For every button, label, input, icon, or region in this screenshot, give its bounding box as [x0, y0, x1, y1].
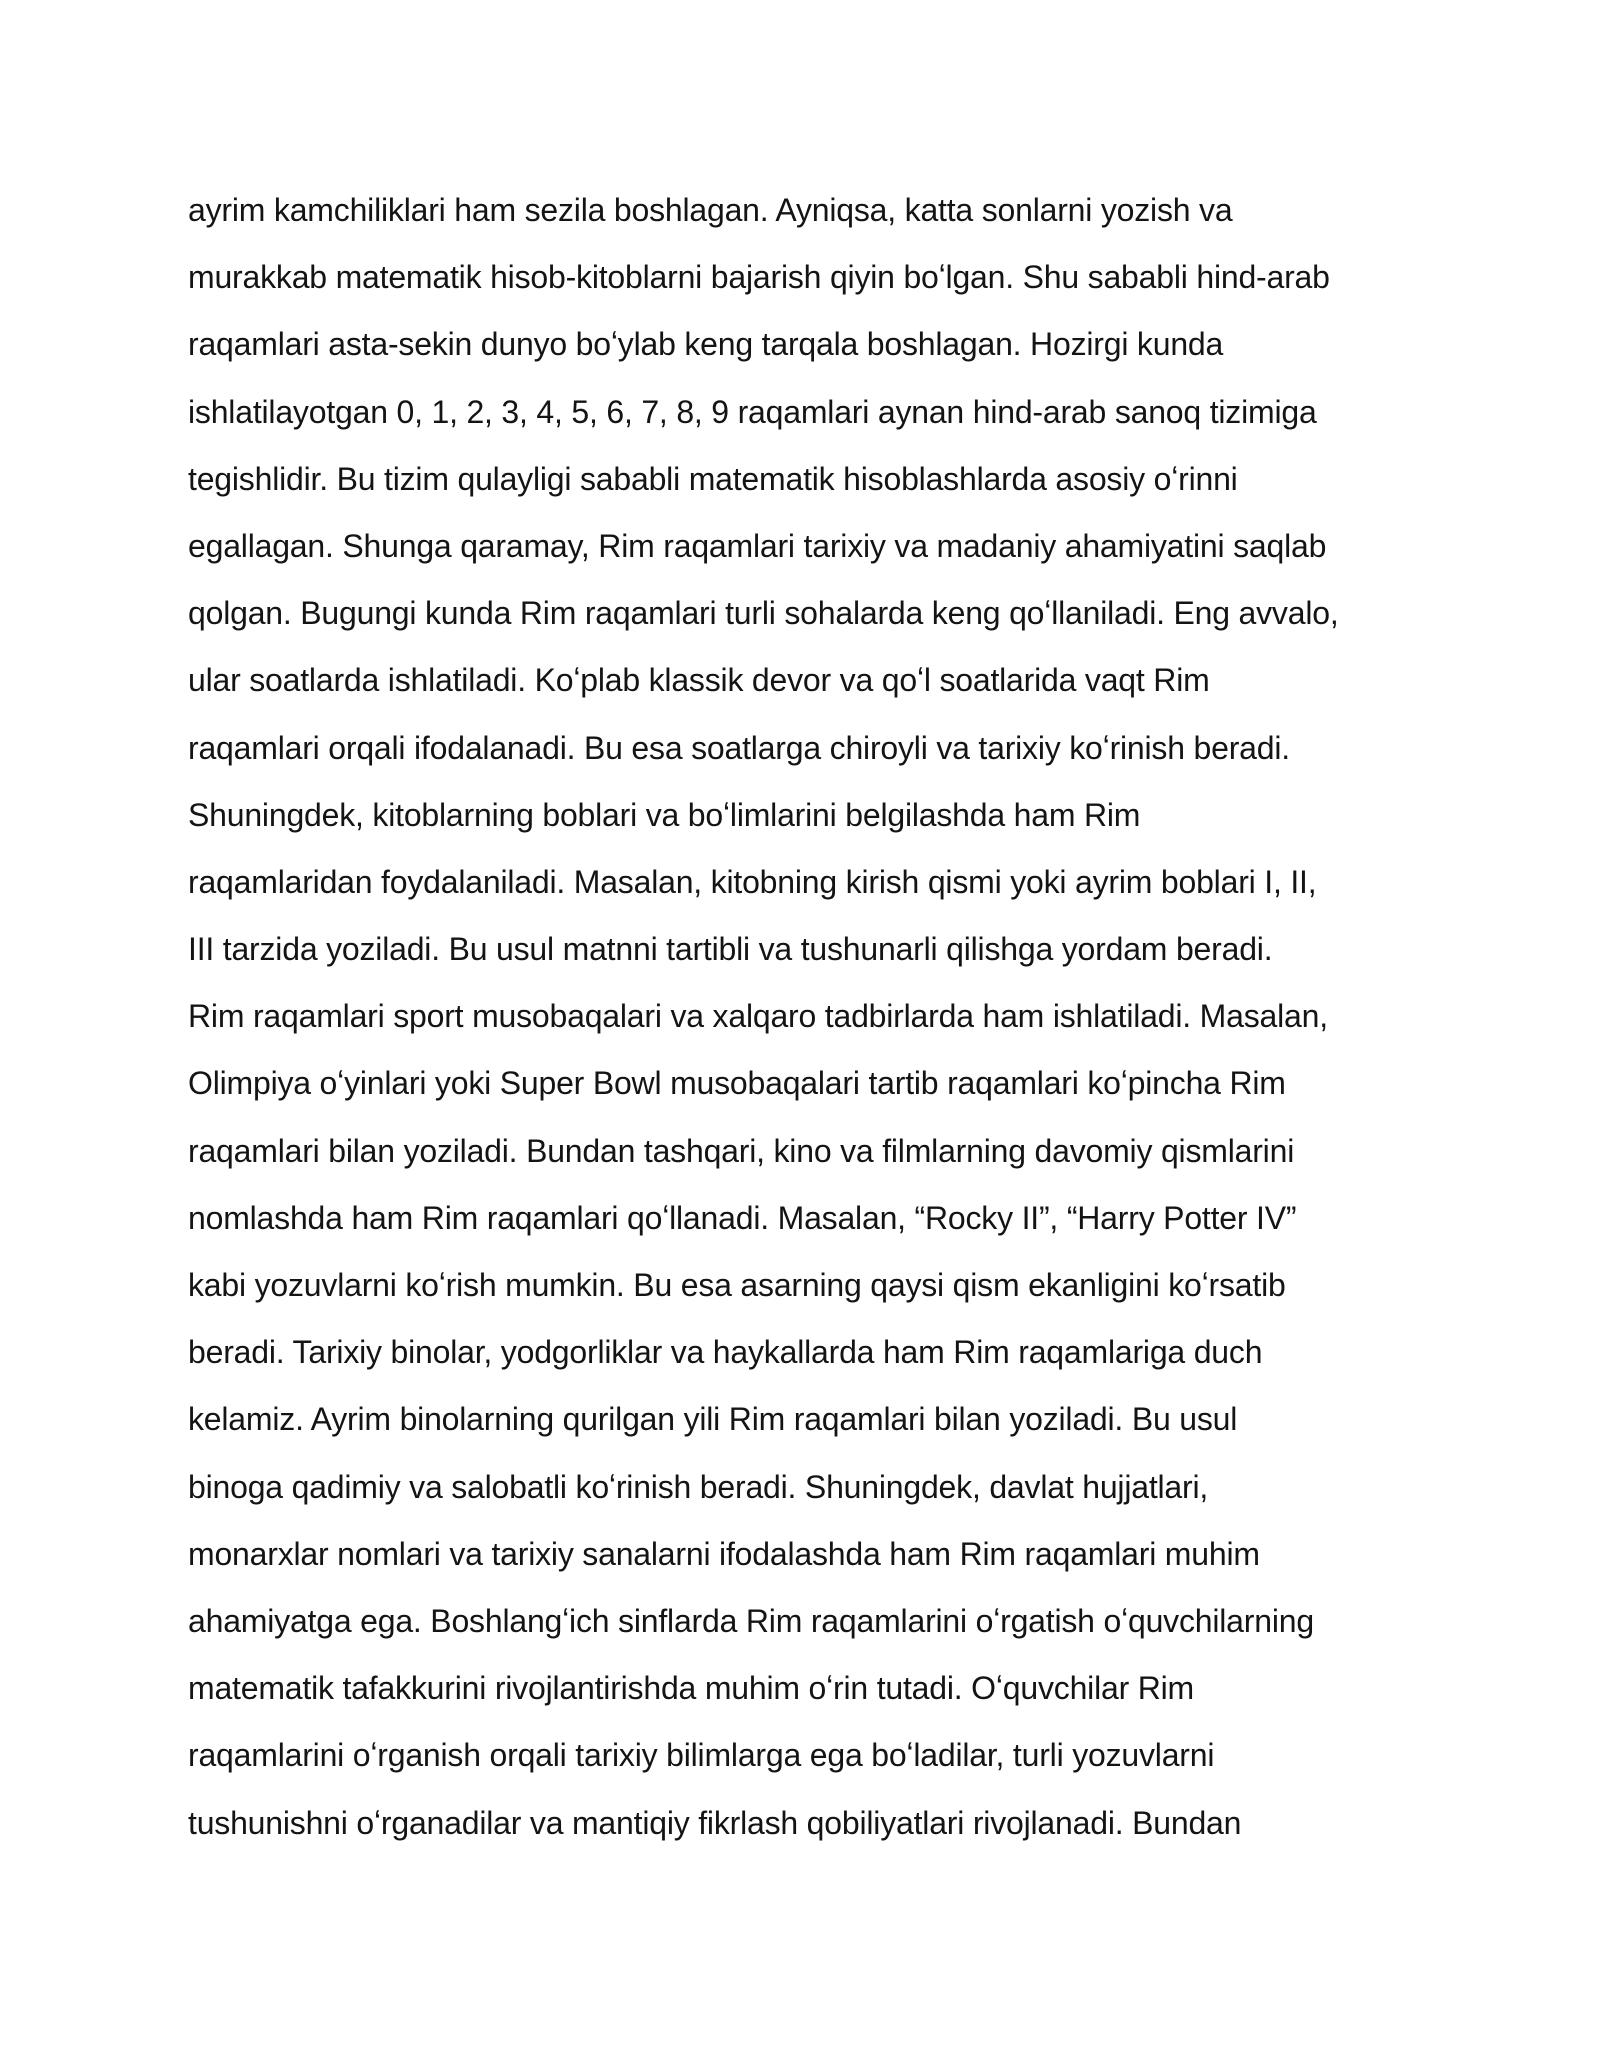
text-line: ayrim kamchiliklari ham sezila boshlagan. Ayniqsa, katta sonlarni yozish va [188, 192, 1233, 228]
text-line: raqamlaridan foydalaniladi. Masalan, kitobning kirish qismi yoki ayrim boblari I, II, [188, 863, 1317, 900]
text-line: binoga qadimiy va salobatli koʻrinish beradi. Shuningdek, davlat hujjatlari, [188, 1468, 1209, 1505]
text-line: ahamiyatga ega. Boshlangʻich sinflarda Rim raqamlarini oʻrgatish oʻquvchilarning [188, 1602, 1314, 1639]
text-line: raqamlari orqali ifodalanadi. Bu esa soatlarga chiroyli va tarixiy koʻrinish beradi. [188, 729, 1290, 766]
text-line: qolgan. Bugungi kunda Rim raqamlari turli sohalarda keng qoʻllaniladi. Eng avvalo, [188, 595, 1339, 632]
text-line: kelamiz. Ayrim binolarning qurilgan yili Rim raqamlari bilan yoziladi. Bu usul [188, 1401, 1238, 1438]
text-line: murakkab matematik hisob-kitoblarni bajarish qiyin boʻlgan. Shu sababli hind-arab [188, 259, 1330, 296]
text-line: egallagan. Shunga qaramay, Rim raqamlari tarixiy va madaniy ahamiyatini saqlab [188, 527, 1327, 564]
text-line: III tarzida yoziladi. Bu usul matnni tartibli va tushunarli qilishga yordam beradi. [188, 931, 1273, 968]
text-line: raqamlari bilan yoziladi. Bundan tashqari, kino va filmlarning davomiy qismlarini [188, 1132, 1295, 1169]
body-text [188, 183, 1448, 1863]
text-line: nomlashda ham Rim raqamlari qoʻllanadi. Masalan, “Rocky II”, “Harry Potter IV” [188, 1199, 1297, 1236]
text-line: raqamlari asta-sekin dunyo boʻylab keng tarqala boshlagan. Hozirgi kunda [188, 326, 1224, 363]
text-line: ishlatilayotgan 0, 1, 2, 3, 4, 5, 6, 7, 8, 9 raqamlari aynan hind-arab sanoq tizimiga [188, 393, 1317, 430]
text-line: kabi yozuvlarni koʻrish mumkin. Bu esa asarning qaysi qism ekanligini koʻrsatib [188, 1267, 1286, 1303]
text-line: matematik tafakkurini rivojlantirishda muhim oʻrin tutadi. Oʻquvchilar Rim [188, 1670, 1194, 1707]
text-line: Shuningdek, kitoblarning boblari va boʻlimlarini belgilashda ham Rim [188, 796, 1141, 833]
text-line: beradi. Tarixiy binolar, yodgorliklar va haykallarda ham Rim raqamlariga duch [188, 1334, 1263, 1371]
text-line: Olimpiya oʻyinlari yoki Super Bowl musobaqalari tartib raqamlari koʻpincha Rim [188, 1065, 1286, 1102]
text-line: tushunishni oʻrganadilar va mantiqiy fikrlash qobiliyatlari rivojlanadi. Bundan [188, 1804, 1242, 1841]
text-line: raqamlarini oʻrganish orqali tarixiy bilimlarga ega boʻladilar, turli yozuvlarni [188, 1737, 1215, 1774]
text-line: Rim raqamlari sport musobaqalari va xalqaro tadbirlarda ham ishlatiladi. Masalan, [188, 998, 1328, 1035]
text-line: monarxlar nomlari va tarixiy sanalarni ifodalashda ham Rim raqamlari muhim [188, 1535, 1260, 1572]
text-line: tegishlidir. Bu tizim qulayligi sababli matematik hisoblashlarda asosiy oʻrinni [188, 460, 1238, 497]
text-line: ular soatlarda ishlatiladi. Koʻplab klassik devor va qoʻl soatlarida vaqt Rim [188, 662, 1210, 699]
